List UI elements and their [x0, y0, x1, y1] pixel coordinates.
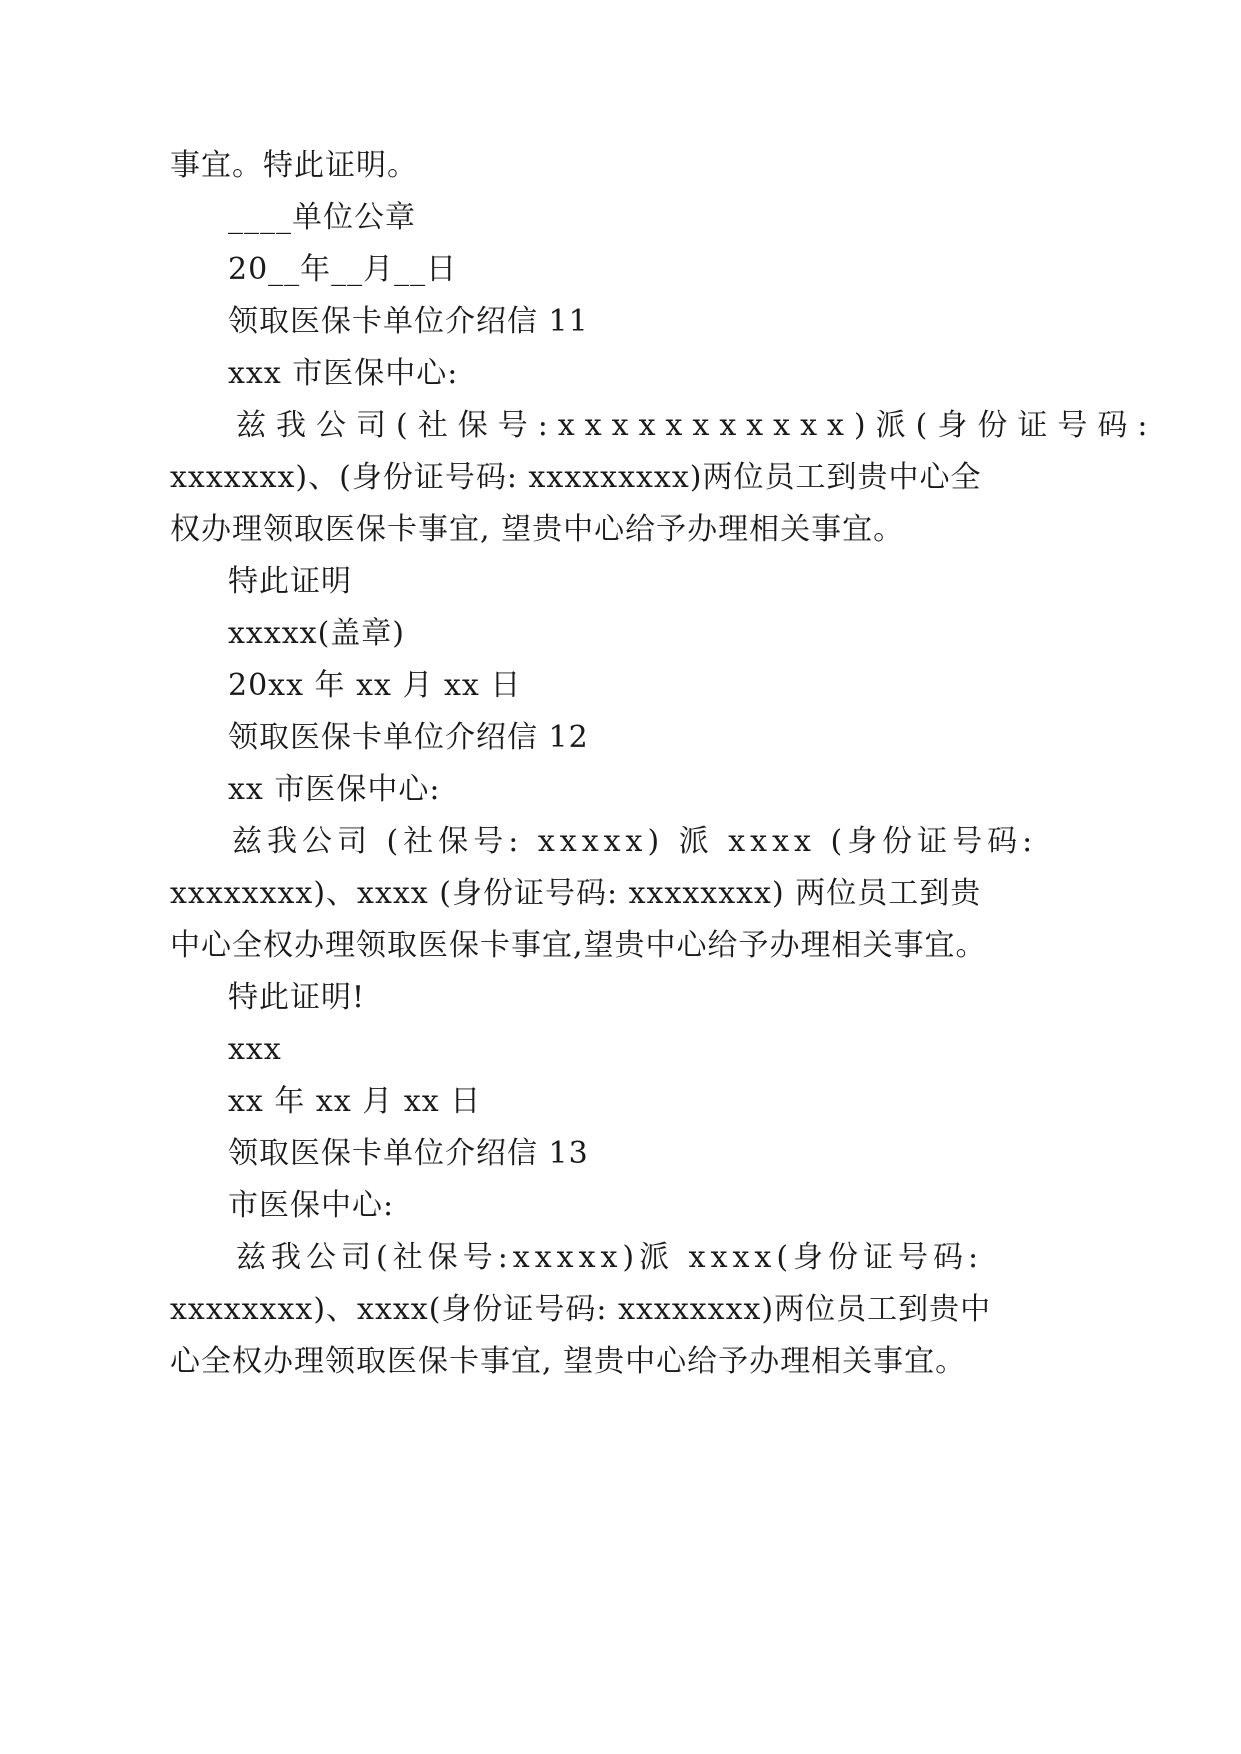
date-line: 20__年__月__日	[228, 252, 458, 287]
signature-line: xxxxx(盖章)	[228, 616, 406, 651]
body-text-line: 兹我公司(社保号:xxxxxxxxxxx)派(身份证号码:	[236, 408, 1158, 443]
signature-line: xxx	[228, 1032, 282, 1067]
letter-heading: 领取医保卡单位介绍信 13	[228, 1136, 589, 1171]
closing-line: 特此证明!	[228, 980, 366, 1015]
date-line: 20xx 年 xx 月 xx 日	[228, 668, 522, 703]
seal-line: ____单位公章	[228, 200, 416, 235]
recipient-line: xx 市医保中心:	[228, 772, 441, 807]
body-text-line: 权办理领取医保卡事宜, 望贵中心给予办理相关事宜。	[170, 512, 905, 547]
body-text-line: 中心全权办理领取医保卡事宜,望贵中心给予办理相关事宜。	[170, 928, 987, 963]
letter-heading: 领取医保卡单位介绍信 11	[228, 304, 589, 339]
closing-line: 特此证明	[228, 564, 352, 599]
body-text-line: 兹我公司 (社保号: xxxxx) 派 xxxx (身份证号码:	[232, 824, 1038, 859]
date-line: xx 年 xx 月 xx 日	[228, 1084, 482, 1119]
body-text-line: xxxxxxx)、(身份证号码: xxxxxxxxx)两位员工到贵中心全	[170, 460, 982, 495]
body-text-line: 事宜。特此证明。	[170, 148, 418, 183]
body-text-line: xxxxxxxx)、xxxx(身份证号码: xxxxxxxx)两位员工到贵中	[170, 1292, 992, 1327]
body-text-line: 兹我公司(社保号:xxxxx)派 xxxx(身份证号码:	[236, 1240, 984, 1275]
body-text-line: 心全权办理领取医保卡事宜, 望贵中心给予办理相关事宜。	[170, 1344, 967, 1379]
body-text-line: xxxxxxxx)、xxxx (身份证号码: xxxxxxxx) 两位员工到贵	[170, 876, 982, 911]
recipient-line: xxx 市医保中心:	[228, 356, 459, 391]
letter-heading: 领取医保卡单位介绍信 12	[228, 720, 589, 755]
recipient-line: 市医保中心:	[228, 1188, 395, 1223]
